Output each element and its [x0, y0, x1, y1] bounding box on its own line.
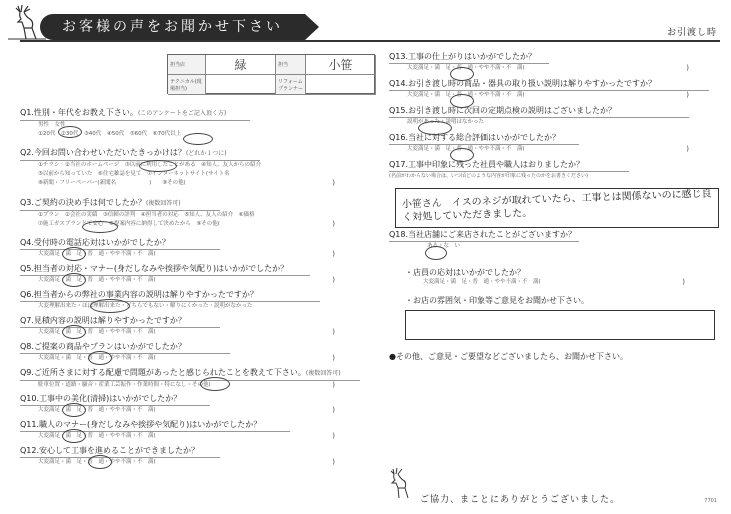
q6-options[interactable]: 大変理解出来た・ほぼ理解出来た・どちらでもない・解りにくかった・説明がなかった — [38, 303, 253, 309]
answer-circle-q14 — [450, 94, 474, 108]
answer-circle-q3 — [82, 221, 118, 233]
closing-paren: ) — [332, 250, 335, 258]
closing-paren: ) — [332, 179, 335, 187]
header-title: お客様の声をお聞かせ下さい — [62, 19, 283, 35]
closing-paren: ) — [332, 432, 335, 440]
question-q8 — [20, 342, 365, 368]
q18-sub2-title: ・お店の雰囲気・印象等ご意見をお聞かせ下さい。 — [405, 296, 589, 305]
reform-value — [306, 75, 376, 95]
other-comments-heading: ●その他、ご意見・ご要望などございましたら、お聞かせ下さい。 — [389, 352, 628, 361]
closing-paren: ) — [332, 276, 335, 284]
q1-options-gender[interactable]: 男性 女性 — [38, 122, 66, 128]
answer-circle-q6 — [90, 299, 130, 313]
header-rule — [20, 40, 720, 42]
q18-options[interactable]: ある・な い — [427, 243, 461, 249]
q9-options[interactable]: 駐車位置・道路・騒音・産業工芸振作・作業時間・特になし・その他( ) — [38, 381, 335, 389]
q2-options-2[interactable]: ⑤以前から知っていた ⑥住宅雑誌を見て ⑦インターネットサイト(サイト名 — [38, 171, 230, 177]
branch-label: 担当店 — [168, 55, 206, 75]
q7-title: Q7.見積内容の説明は解りやすかったですか？ — [20, 316, 186, 325]
answer-circle-q8 — [88, 351, 112, 365]
q5-options[interactable]: 大変満足・満 足・普 通・やや不満・不 満( ) — [38, 276, 335, 284]
q1-title: Q1.性別・年代をお教え下さい。 — [20, 108, 138, 117]
closing-paren: ) — [686, 91, 689, 99]
answer-circle-q7 — [62, 325, 86, 339]
question-q2 — [20, 148, 365, 198]
answer-circle-q16 — [450, 148, 474, 162]
q11-title: Q11.職人のマナー(身だしなみや挨拶や気配り)はいかがでしたか？ — [20, 420, 262, 429]
q18-sub2 — [405, 296, 715, 306]
q9-title: Q9.ご近所さまに対する配慮で問題があったと感じられたことを教えて下さい。 — [20, 368, 306, 377]
q2-note: (どれか１つに) — [185, 150, 227, 157]
closing-paren: ) — [332, 458, 335, 466]
q13-title: Q13.工事の仕上がりはいかがでしたか？ — [389, 52, 537, 61]
q13-options[interactable]: 大変満足・満 足・普 通・やや不満・不 満( ) — [407, 64, 689, 72]
q14-options[interactable]: 大変満足・満 足・普 通・やや不満・不 満( ) — [407, 91, 689, 99]
closing-paren: ) — [332, 406, 335, 414]
q4-options[interactable]: 大変満足・満 足・普 通・やや不満・不 満( ) — [38, 250, 335, 258]
q17-answer-box[interactable] — [395, 188, 719, 228]
q3-options-1[interactable]: ①プラン ②会社の実績 ③信頼の評判 ④担当者の対応 ⑤知人、友人の紹介 ⑥価格 — [38, 212, 255, 218]
q18-sub1 — [405, 268, 715, 287]
question-q9 — [20, 368, 365, 394]
page-code: 7701 — [704, 498, 717, 504]
q14-title: Q14.お引き渡し時の商品・器具の取り扱い説明は解りやすかったですか？ — [389, 79, 657, 88]
question-q13 — [389, 52, 719, 79]
closing-paren: ) — [332, 381, 335, 389]
q2-options-1[interactable]: ①チラシ ②当社のホームページ ③以前に利用したことがある ④知人、友人からの紹介 — [38, 162, 262, 168]
q15-options[interactable]: 説明があった・説明はなかった — [407, 119, 484, 125]
question-q16 — [389, 133, 719, 160]
tech-value — [206, 75, 276, 95]
question-q3 — [20, 198, 365, 238]
answer-circle-q1-age — [183, 133, 213, 145]
answer-circle-q9 — [200, 377, 230, 391]
q17-answer-text: 小笹さん イスのネジが取れていたら、工事とは関係ないのに感じ良く対処していただきました。 — [401, 188, 712, 224]
q18-title: Q18.当社店舗にご来店されたことがございますか？ — [389, 230, 577, 239]
q5-title: Q5.担当者の対応・マナー(身だしなみや挨拶や気配り)はいかがでしたか？ — [20, 264, 289, 273]
left-column — [20, 108, 365, 472]
answer-circle-q4 — [62, 247, 86, 261]
q17-note: (名前がわからない場合は、いつ頃どのような内容が印象に残ったのかをお書きください) — [389, 173, 588, 179]
q8-options[interactable]: 大変満足・満 足・普 通・やや不満・不 満( ) — [38, 354, 335, 362]
closing-paren: ) — [686, 145, 689, 153]
q18-sub1-options[interactable]: 大変満足・満 足・普 通・やや不満・不 満( ) — [423, 278, 685, 286]
closing-paren: ) — [682, 278, 685, 286]
shop-impression-box[interactable] — [405, 310, 715, 340]
header-banner — [40, 14, 305, 40]
q6-title: Q6.担当者からの弊社の事業内容の説明は解りやすかったですか？ — [20, 290, 258, 299]
answer-circle-q11 — [62, 429, 86, 443]
q2-title: Q2.今回お問い合わせいただいたきっかけは？ — [20, 148, 186, 157]
thanks-message: ご協力、まことにありがとうございました。 — [420, 495, 621, 505]
q3-note: (複数回答可) — [145, 200, 181, 207]
answer-circle-q2 — [139, 160, 177, 172]
answer-circle-q10 — [62, 403, 86, 417]
closing-paren: ) — [686, 64, 689, 72]
q18-sub1-title: ・店員の応対はいかがでしたか？ — [405, 268, 525, 277]
tech-label: テクニカル(現場担当) — [168, 75, 206, 95]
q9-note: (複数回答可) — [305, 370, 341, 377]
closing-paren: ) — [332, 220, 335, 228]
closing-paren: ) — [332, 328, 335, 336]
reform-label: リフォームプランナー — [276, 75, 306, 95]
q10-title: Q10.工事中の美化(清掃)はいかがでしたか？ — [20, 394, 182, 403]
branch-value: 緑 — [206, 55, 276, 75]
q8-title: Q8.ご提案の商品やプランはいかがでしたか？ — [20, 342, 186, 351]
answer-circle-q12 — [88, 455, 112, 469]
shop-value: 小笹 — [306, 55, 376, 75]
q11-options[interactable]: 大変満足・満 足・普 通・やや不満・不 満( ) — [38, 432, 335, 440]
q1-options-age[interactable]: ①20代 ②30代 ③40代 ④50代 ⑤60代 ⑥70代以上 — [38, 131, 182, 137]
q15-title: Q15.お引き渡し時に次回の定期点検の説明はございましたか？ — [389, 106, 617, 115]
shop-label: 担当 — [276, 55, 306, 75]
q10-options[interactable]: 大変満足・満 足・普 通・やや不満・不 満( ) — [38, 406, 335, 414]
question-q6 — [20, 290, 365, 316]
answer-circle-q5 — [62, 273, 86, 287]
q4-title: Q4.受付時の電話応対はいかがでしたか？ — [20, 238, 170, 247]
answer-circle-q18 — [425, 246, 447, 260]
q2-options-3[interactable]: ⑧新聞・フリーペーパー(新聞名 ) ⑨その他( ) — [38, 179, 335, 187]
q16-title: Q16.当社に対する総合評価はいかがでしたか？ — [389, 133, 561, 142]
q7-options[interactable]: 大変満足・満 足・普 通・やや不満・不 満( ) — [38, 328, 335, 336]
q3-title: Q3.ご契約の決め手は何でしたか？ — [20, 198, 146, 207]
other-comments-area[interactable] — [389, 366, 719, 468]
q12-title: Q12.安心して工事を進めることができましたか？ — [20, 446, 200, 455]
answer-circle-q13 — [450, 67, 474, 81]
answer-circle-q1-gender — [58, 126, 82, 138]
closing-paren: ) — [332, 354, 335, 362]
q1-note: (このアンケートをご記入頂く方) — [137, 110, 227, 117]
q16-options[interactable]: 大変満足・満 足・普 通・やや不満・不 満( ) — [407, 145, 689, 153]
question-q12 — [20, 446, 365, 472]
q3-options-2[interactable]: ⑦施工ガスブランドで安心 ⑧提案内容に納得して決めたから ⑨その他( ) — [38, 220, 335, 228]
q12-options[interactable]: 大変満足・満 足・普 通・やや不満・不 満( ) — [38, 458, 335, 466]
answer-circle-q15 — [418, 121, 452, 135]
question-q14 — [389, 79, 719, 106]
deer-footer-icon — [383, 466, 417, 500]
staff-table — [167, 54, 375, 94]
right-section-title: お引渡し時 — [666, 28, 717, 38]
q17-title: Q17.工事中印象に残った社員や職人はおりましたか？ — [389, 160, 585, 169]
